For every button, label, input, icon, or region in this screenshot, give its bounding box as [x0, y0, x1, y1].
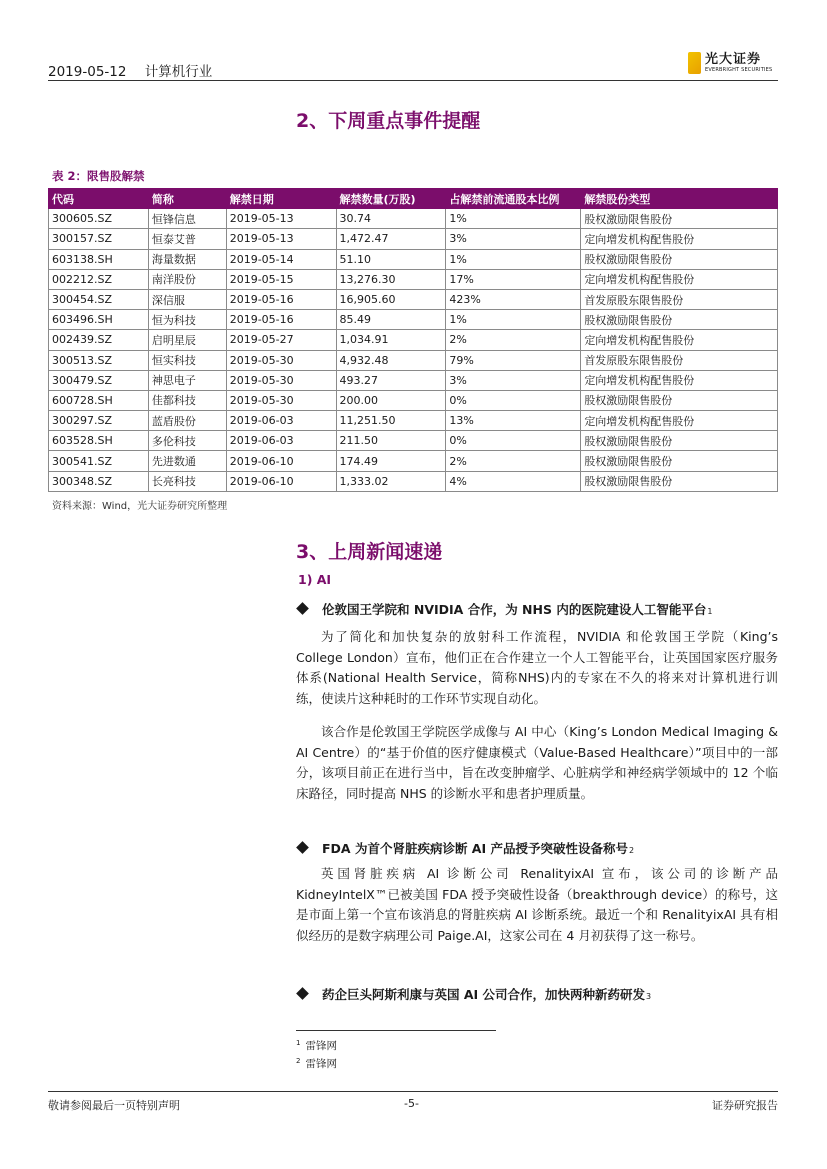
- cell-code: 603138.SH: [49, 249, 149, 269]
- cell-code: 603528.SH: [49, 431, 149, 451]
- cell-ratio: 3%: [446, 229, 581, 249]
- cell-name: 长亮科技: [148, 471, 226, 491]
- cell-quantity: 1,333.02: [336, 471, 446, 491]
- cell-name: 佳都科技: [148, 390, 226, 410]
- footnote-1-num: 1: [296, 1038, 301, 1047]
- cell-name: 深信服: [148, 289, 226, 309]
- section-2-title: 2、下周重点事件提醒: [296, 110, 481, 132]
- footer-disclaimer: 敬请参阅最后一页特别声明: [48, 1099, 180, 1112]
- cell-quantity: 200.00: [336, 390, 446, 410]
- cell-code: 300157.SZ: [49, 229, 149, 249]
- col-header-code: 代码: [49, 189, 149, 209]
- cell-quantity: 16,905.60: [336, 289, 446, 309]
- section-3-title: 3、上周新闻速递: [296, 541, 443, 563]
- cell-date: 2019-05-14: [226, 249, 336, 269]
- table-caption: 表 2：限售股解禁: [52, 169, 145, 183]
- table-row: [49, 370, 778, 390]
- table-header-row: [49, 189, 778, 209]
- cell-type: 首发原股东限售股份: [581, 289, 778, 309]
- cell-ratio: 1%: [446, 249, 581, 269]
- cell-name: 启明星辰: [148, 330, 226, 350]
- cell-code: 300348.SZ: [49, 471, 149, 491]
- diamond-bullet-icon: [296, 602, 309, 615]
- table-row: [49, 249, 778, 269]
- table-row: [49, 390, 778, 410]
- news-item-1-paragraph-2: 该合作是伦敦国王学院医学成像与 AI 中心（King’s London Medical Imaging & AI Centre）的“基于价值的医疗健康模式（Value-Based Healthcare）”项目中的一部分，该项目前正在进行当中，旨在改变肿瘤学、心脏病学和神经病学领域中的 12 个临床路径，同时提高 NHS 的诊断水平和患者护理质量。: [296, 724, 778, 801]
- cell-quantity: 11,251.50: [336, 411, 446, 431]
- cell-date: 2019-05-13: [226, 229, 336, 249]
- footer-report-type: 证券研究报告: [712, 1099, 778, 1112]
- cell-date: 2019-05-30: [226, 350, 336, 370]
- cell-quantity: 211.50: [336, 431, 446, 451]
- cell-date: 2019-05-27: [226, 330, 336, 350]
- news-item-3-title: 药企巨头阿斯利康与英国 AI 公司合作，加快两种新药研发: [322, 987, 646, 1002]
- cell-code: 300541.SZ: [49, 451, 149, 471]
- cell-date: 2019-05-30: [226, 390, 336, 410]
- cell-type: 定向增发机构配售股份: [581, 370, 778, 390]
- table-row: [49, 411, 778, 431]
- footnote-2-num: 2: [296, 1056, 301, 1065]
- news-item-1-paragraph-1: 为了简化和加快复杂的放射科工作流程，NVIDIA 和伦敦国王学院（King’s College London）宣布，他们正在合作建立一个人工智能平台，让英国国家医疗服务体系(National Health Service，简称NHS)内的专家在不久的将来对计算机进行训练，使读片这种耗时的工作环节实现自动化。: [296, 629, 778, 706]
- table-row: [49, 269, 778, 289]
- logo-mark-icon: [688, 52, 701, 74]
- footer-divider: [48, 1091, 778, 1092]
- table-row: [49, 310, 778, 330]
- cell-ratio: 2%: [446, 330, 581, 350]
- cell-type: 股权激励限售股份: [581, 209, 778, 229]
- cell-quantity: 1,472.47: [336, 229, 446, 249]
- news-item-2-title: FDA 为首个肾脏疾病诊断 AI 产品授予突破性设备称号: [322, 841, 628, 856]
- table-row: [49, 350, 778, 370]
- cell-type: 股权激励限售股份: [581, 471, 778, 491]
- col-header-ratio: 占解禁前流通股本比例: [446, 189, 581, 209]
- cell-type: 股权激励限售股份: [581, 390, 778, 410]
- cell-date: 2019-06-10: [226, 471, 336, 491]
- cell-date: 2019-06-03: [226, 411, 336, 431]
- industry-label: 计算机行业: [144, 64, 213, 80]
- cell-quantity: 1,034.91: [336, 330, 446, 350]
- news-item-1-title: 伦敦国王学院和 NVIDIA 合作，为 NHS 内的医院建设人工智能平台: [322, 602, 707, 617]
- cell-name: 恒为科技: [148, 310, 226, 330]
- cell-code: 300297.SZ: [49, 411, 149, 431]
- cell-name: 恒泰艾普: [148, 229, 226, 249]
- cell-ratio: 1%: [446, 209, 581, 229]
- cell-name: 多伦科技: [148, 431, 226, 451]
- cell-name: 恒锋信息: [148, 209, 226, 229]
- footnote-2-text: 雷锋网: [305, 1058, 337, 1070]
- cell-quantity: 493.27: [336, 370, 446, 390]
- news-item-3-heading: [298, 985, 651, 1003]
- cell-ratio: 13%: [446, 411, 581, 431]
- diamond-bullet-icon: [296, 841, 309, 854]
- report-date: 2019-05-12: [48, 64, 127, 80]
- cell-ratio: 0%: [446, 390, 581, 410]
- cell-ratio: 0%: [446, 431, 581, 451]
- subheading-ai: 1) AI: [298, 572, 332, 587]
- logo-en-text: EVERBRIGHT SECURITIES: [705, 67, 773, 73]
- cell-code: 600728.SH: [49, 390, 149, 410]
- table-row: [49, 229, 778, 249]
- footnote-divider: [296, 1030, 496, 1031]
- cell-ratio: 79%: [446, 350, 581, 370]
- cell-name: 南洋股份: [148, 269, 226, 289]
- col-header-name: 简称: [148, 189, 226, 209]
- news-item-2-paragraph-1: 英国肾脏疾病 AI 诊断公司 RenalityixAI 宣布，该公司的诊断产品 KidneyIntelX™已被美国 FDA 授予突破性设备（breakthrough device）的称号，这是市面上第一个宣布该消息的肾脏疾病 AI 诊断系统。最近一个和 RenalityixAI 具有相似经历的是数字病理公司 Paige.AI，这家公司在 4 月初获得了这一称号。: [296, 866, 778, 943]
- footnote-ref-1[interactable]: 1: [707, 607, 713, 616]
- cell-ratio: 423%: [446, 289, 581, 309]
- cell-quantity: 174.49: [336, 451, 446, 471]
- cell-quantity: 4,932.48: [336, 350, 446, 370]
- cell-code: 603496.SH: [49, 310, 149, 330]
- table-row: [49, 330, 778, 350]
- cell-code: 002212.SZ: [49, 269, 149, 289]
- cell-code: 002439.SZ: [49, 330, 149, 350]
- footnote-ref-2[interactable]: 2: [628, 846, 635, 855]
- page-header: [48, 60, 226, 80]
- footnote-1: [296, 1038, 337, 1053]
- footnote-ref-3[interactable]: 3: [646, 992, 652, 1001]
- footnote-2: [296, 1056, 337, 1071]
- cell-ratio: 1%: [446, 310, 581, 330]
- everbright-logo: [688, 52, 772, 74]
- cell-quantity: 13,276.30: [336, 269, 446, 289]
- page-number: -5-: [404, 1097, 419, 1110]
- news-item-1-heading: [298, 600, 712, 618]
- table-row: [49, 471, 778, 491]
- cell-ratio: 3%: [446, 370, 581, 390]
- table-row: [49, 431, 778, 451]
- cell-date: 2019-05-13: [226, 209, 336, 229]
- cell-date: 2019-06-10: [226, 451, 336, 471]
- cell-ratio: 17%: [446, 269, 581, 289]
- cell-date: 2019-06-03: [226, 431, 336, 451]
- cell-date: 2019-05-15: [226, 269, 336, 289]
- table-source: 资料来源：Wind，光大证券研究所整理: [52, 501, 228, 512]
- footnote-1-text: 雷锋网: [305, 1040, 337, 1052]
- cell-type: 股权激励限售股份: [581, 431, 778, 451]
- cell-quantity: 85.49: [336, 310, 446, 330]
- cell-type: 定向增发机构配售股份: [581, 269, 778, 289]
- cell-type: 定向增发机构配售股份: [581, 229, 778, 249]
- diamond-bullet-icon: [296, 987, 309, 1000]
- table-row: [49, 451, 778, 471]
- cell-ratio: 4%: [446, 471, 581, 491]
- cell-name: 先进数通: [148, 451, 226, 471]
- cell-code: 300479.SZ: [49, 370, 149, 390]
- table-row: [49, 209, 778, 229]
- cell-name: 神思电子: [148, 370, 226, 390]
- cell-type: 首发原股东限售股份: [581, 350, 778, 370]
- cell-code: 300605.SZ: [49, 209, 149, 229]
- cell-quantity: 51.10: [336, 249, 446, 269]
- col-header-type: 解禁股份类型: [581, 189, 778, 209]
- header-divider: [48, 80, 778, 81]
- cell-date: 2019-05-16: [226, 289, 336, 309]
- cell-code: 300513.SZ: [49, 350, 149, 370]
- col-header-date: 解禁日期: [226, 189, 336, 209]
- cell-name: 恒实科技: [148, 350, 226, 370]
- cell-date: 2019-05-30: [226, 370, 336, 390]
- unlock-shares-table: [48, 188, 778, 492]
- news-item-2-heading: [298, 839, 634, 857]
- cell-type: 定向增发机构配售股份: [581, 411, 778, 431]
- cell-type: 定向增发机构配售股份: [581, 330, 778, 350]
- table-row: [49, 289, 778, 309]
- cell-type: 股权激励限售股份: [581, 310, 778, 330]
- logo-cn-text: 光大证券: [705, 52, 762, 67]
- cell-ratio: 2%: [446, 451, 581, 471]
- cell-type: 股权激励限售股份: [581, 249, 778, 269]
- cell-date: 2019-05-16: [226, 310, 336, 330]
- cell-name: 蓝盾股份: [148, 411, 226, 431]
- cell-code: 300454.SZ: [49, 289, 149, 309]
- cell-name: 海量数据: [148, 249, 226, 269]
- cell-quantity: 30.74: [336, 209, 446, 229]
- cell-type: 股权激励限售股份: [581, 451, 778, 471]
- col-header-quantity: 解禁数量(万股): [336, 189, 446, 209]
